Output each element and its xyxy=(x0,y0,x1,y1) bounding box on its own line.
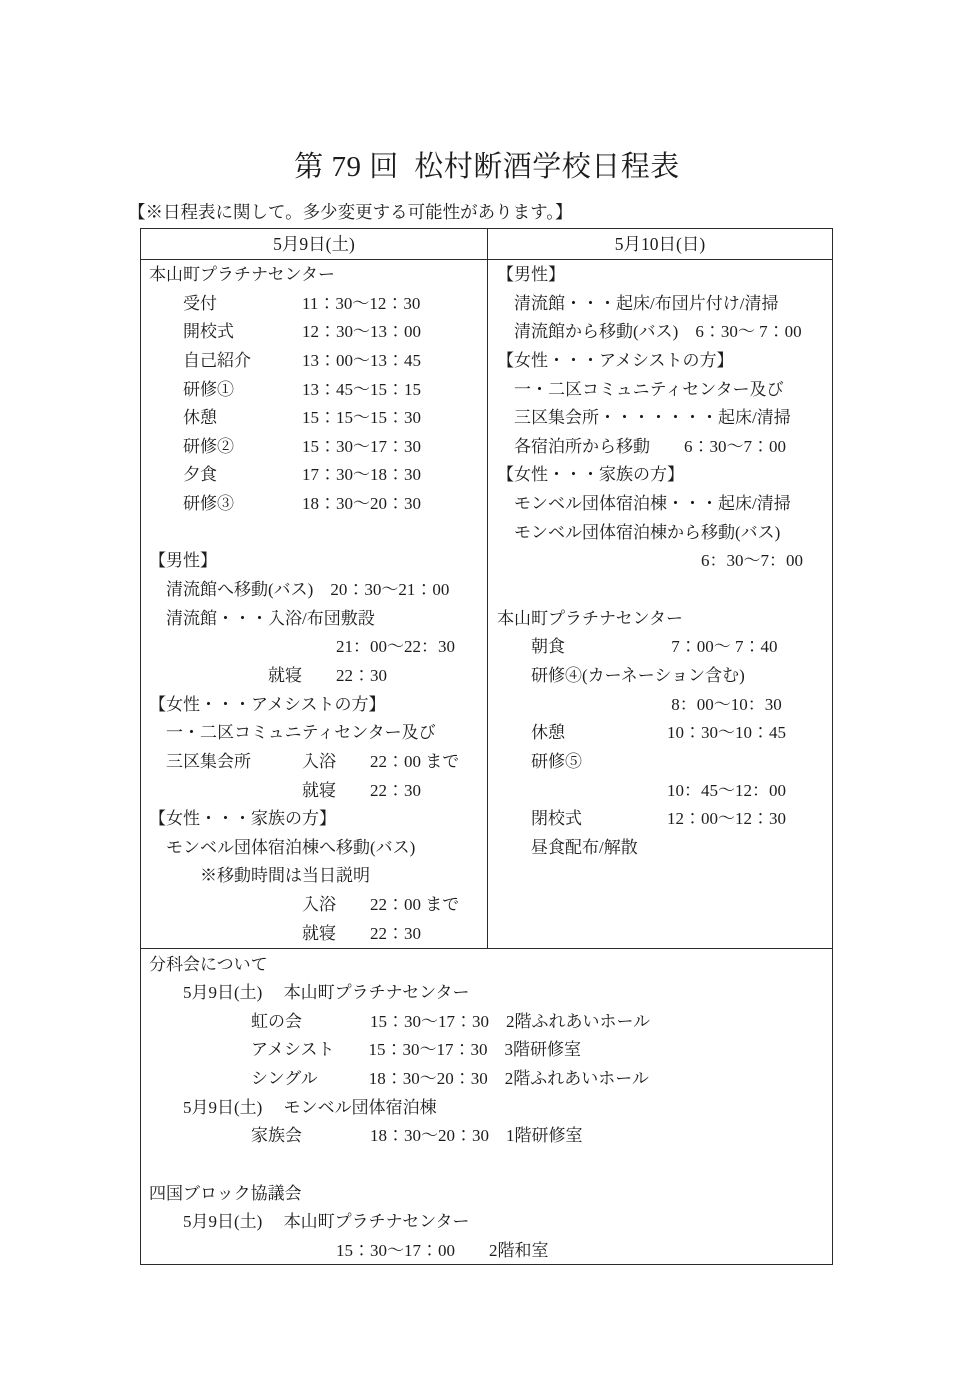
schedule-line: 休憩 10：30～10：45 xyxy=(497,723,786,743)
schedule-line: 5月9日(土) 本山町プラチナセンター xyxy=(149,983,470,1003)
schedule-line: 6：30～7：00 xyxy=(497,551,803,571)
schedule-table xyxy=(140,228,833,1265)
schedule-line: 受付 11：30～12：30 xyxy=(149,293,421,313)
schedule-line: アメシスト 15：30～17：30 3階研修室 xyxy=(149,1040,581,1060)
schedule-line: 閉校式 12：00～12：30 xyxy=(497,809,786,829)
schedule-line: 本山町プラチナセンター xyxy=(497,608,683,628)
schedule-line: 【男性】 xyxy=(497,265,565,284)
schedule-line: 清流館・・・入浴/布団敷設 xyxy=(149,608,375,628)
schedule-line: 就寝 22：30 xyxy=(149,665,387,685)
breakout-session-section xyxy=(141,948,832,1264)
schedule-line: 家族会 18：30～20：30 1階研修室 xyxy=(149,1126,583,1146)
schedule-line: 開校式 12：30～13：00 xyxy=(149,322,421,342)
schedule-line: 三区集会所 入浴 22：00 まで xyxy=(149,751,460,771)
schedule-line: 研修⑤ xyxy=(497,751,582,771)
schedule-line xyxy=(149,1151,832,1180)
page-title: 第 79 回 松村断酒学校日程表 xyxy=(294,151,680,183)
date-header-sunday: 5月10日(日) xyxy=(614,234,706,254)
schedule-line: 入浴 22：00 まで xyxy=(149,895,460,915)
schedule-line: 各宿泊所から移動 6：30～7：00 xyxy=(497,436,786,456)
schedule-line: モンベル団体宿泊棟から移動(バス) xyxy=(497,522,781,542)
schedule-line: 研修② 15：30～17：30 xyxy=(149,436,421,456)
schedule-line: 15：30～17：00 2階和室 xyxy=(149,1240,549,1260)
schedule-line: 昼食配布/解散 xyxy=(497,837,638,857)
schedule-line: 朝食 7：00～ 7：40 xyxy=(497,637,778,657)
schedule-line: 研修① 13：45～15：15 xyxy=(149,379,421,399)
schedule-line: 就寝 22：30 xyxy=(149,923,421,943)
schedule-line: 10：45～12：00 xyxy=(497,780,786,800)
schedule-line: 清流館から移動(バス) 6：30～ 7：00 xyxy=(497,322,802,342)
schedule-line: 8：00～10：30 xyxy=(497,694,782,714)
schedule-line: 5月9日(土) 本山町プラチナセンター xyxy=(149,1212,470,1232)
schedule-line: 三区集会所・・・・・・・起床/清掃 xyxy=(497,408,791,428)
schedule-line: 清流館・・・起床/布団片付け/清掃 xyxy=(497,293,779,313)
schedule-line xyxy=(149,519,487,548)
schedule-line: 一・二区コミュニティセンター及び xyxy=(497,379,784,399)
schedule-line: 四国ブロック協議会 xyxy=(149,1183,302,1203)
date-header-saturday: 5月9日(土) xyxy=(141,229,488,259)
schedule-line: モンベル団体宿泊棟・・・起床/清掃 xyxy=(497,494,791,514)
schedule-line xyxy=(497,576,832,605)
schedule-line: 自己紹介 13：00～13：45 xyxy=(149,350,421,370)
schedule-line: シングル 18：30～20：30 2階ふれあいホール xyxy=(149,1069,649,1089)
schedule-line: 【女性・・・家族の方】 xyxy=(497,465,684,485)
schedule-line: 休憩 15：15～15：30 xyxy=(149,408,421,428)
schedule-line: 5月9日(土) モンベル団体宿泊棟 xyxy=(149,1097,437,1117)
table-body-row xyxy=(141,260,832,948)
table-header-row xyxy=(141,229,832,260)
schedule-line: 【女性・・・アメシストの方】 xyxy=(497,350,734,370)
schedule-line: 研修③ 18：30～20：30 xyxy=(149,494,421,514)
saturday-schedule-column xyxy=(141,260,488,948)
schedule-line: 一・二区コミュニティセンター及び xyxy=(149,723,436,743)
schedule-line: 本山町プラチナセンター xyxy=(149,265,335,284)
schedule-line: 就寝 22：30 xyxy=(149,780,421,800)
schedule-line: 分科会について xyxy=(149,954,268,974)
schedule-line: 【女性・・・家族の方】 xyxy=(149,809,336,829)
schedule-line: モンベル団体宿泊棟へ移動(バス) xyxy=(149,837,416,857)
schedule-line: 【女性・・・アメシストの方】 xyxy=(149,694,386,714)
schedule-line: 夕食 17：30～18：30 xyxy=(149,465,421,485)
schedule-line: ※移動時間は当日説明 xyxy=(149,866,370,886)
sunday-schedule-column xyxy=(488,260,832,948)
schedule-line: 研修④(カーネーション含む) xyxy=(497,665,745,685)
schedule-line: 【男性】 xyxy=(149,551,217,571)
schedule-line: 清流館へ移動(バス) 20：30～21：00 xyxy=(149,580,450,600)
schedule-note: 【※日程表に関して。多少変更する可能性があります。】 xyxy=(128,202,573,222)
schedule-line: 虹の会 15：30～17：30 2階ふれあいホール xyxy=(149,1011,651,1031)
schedule-line: 21：00～22：30 xyxy=(149,637,455,657)
